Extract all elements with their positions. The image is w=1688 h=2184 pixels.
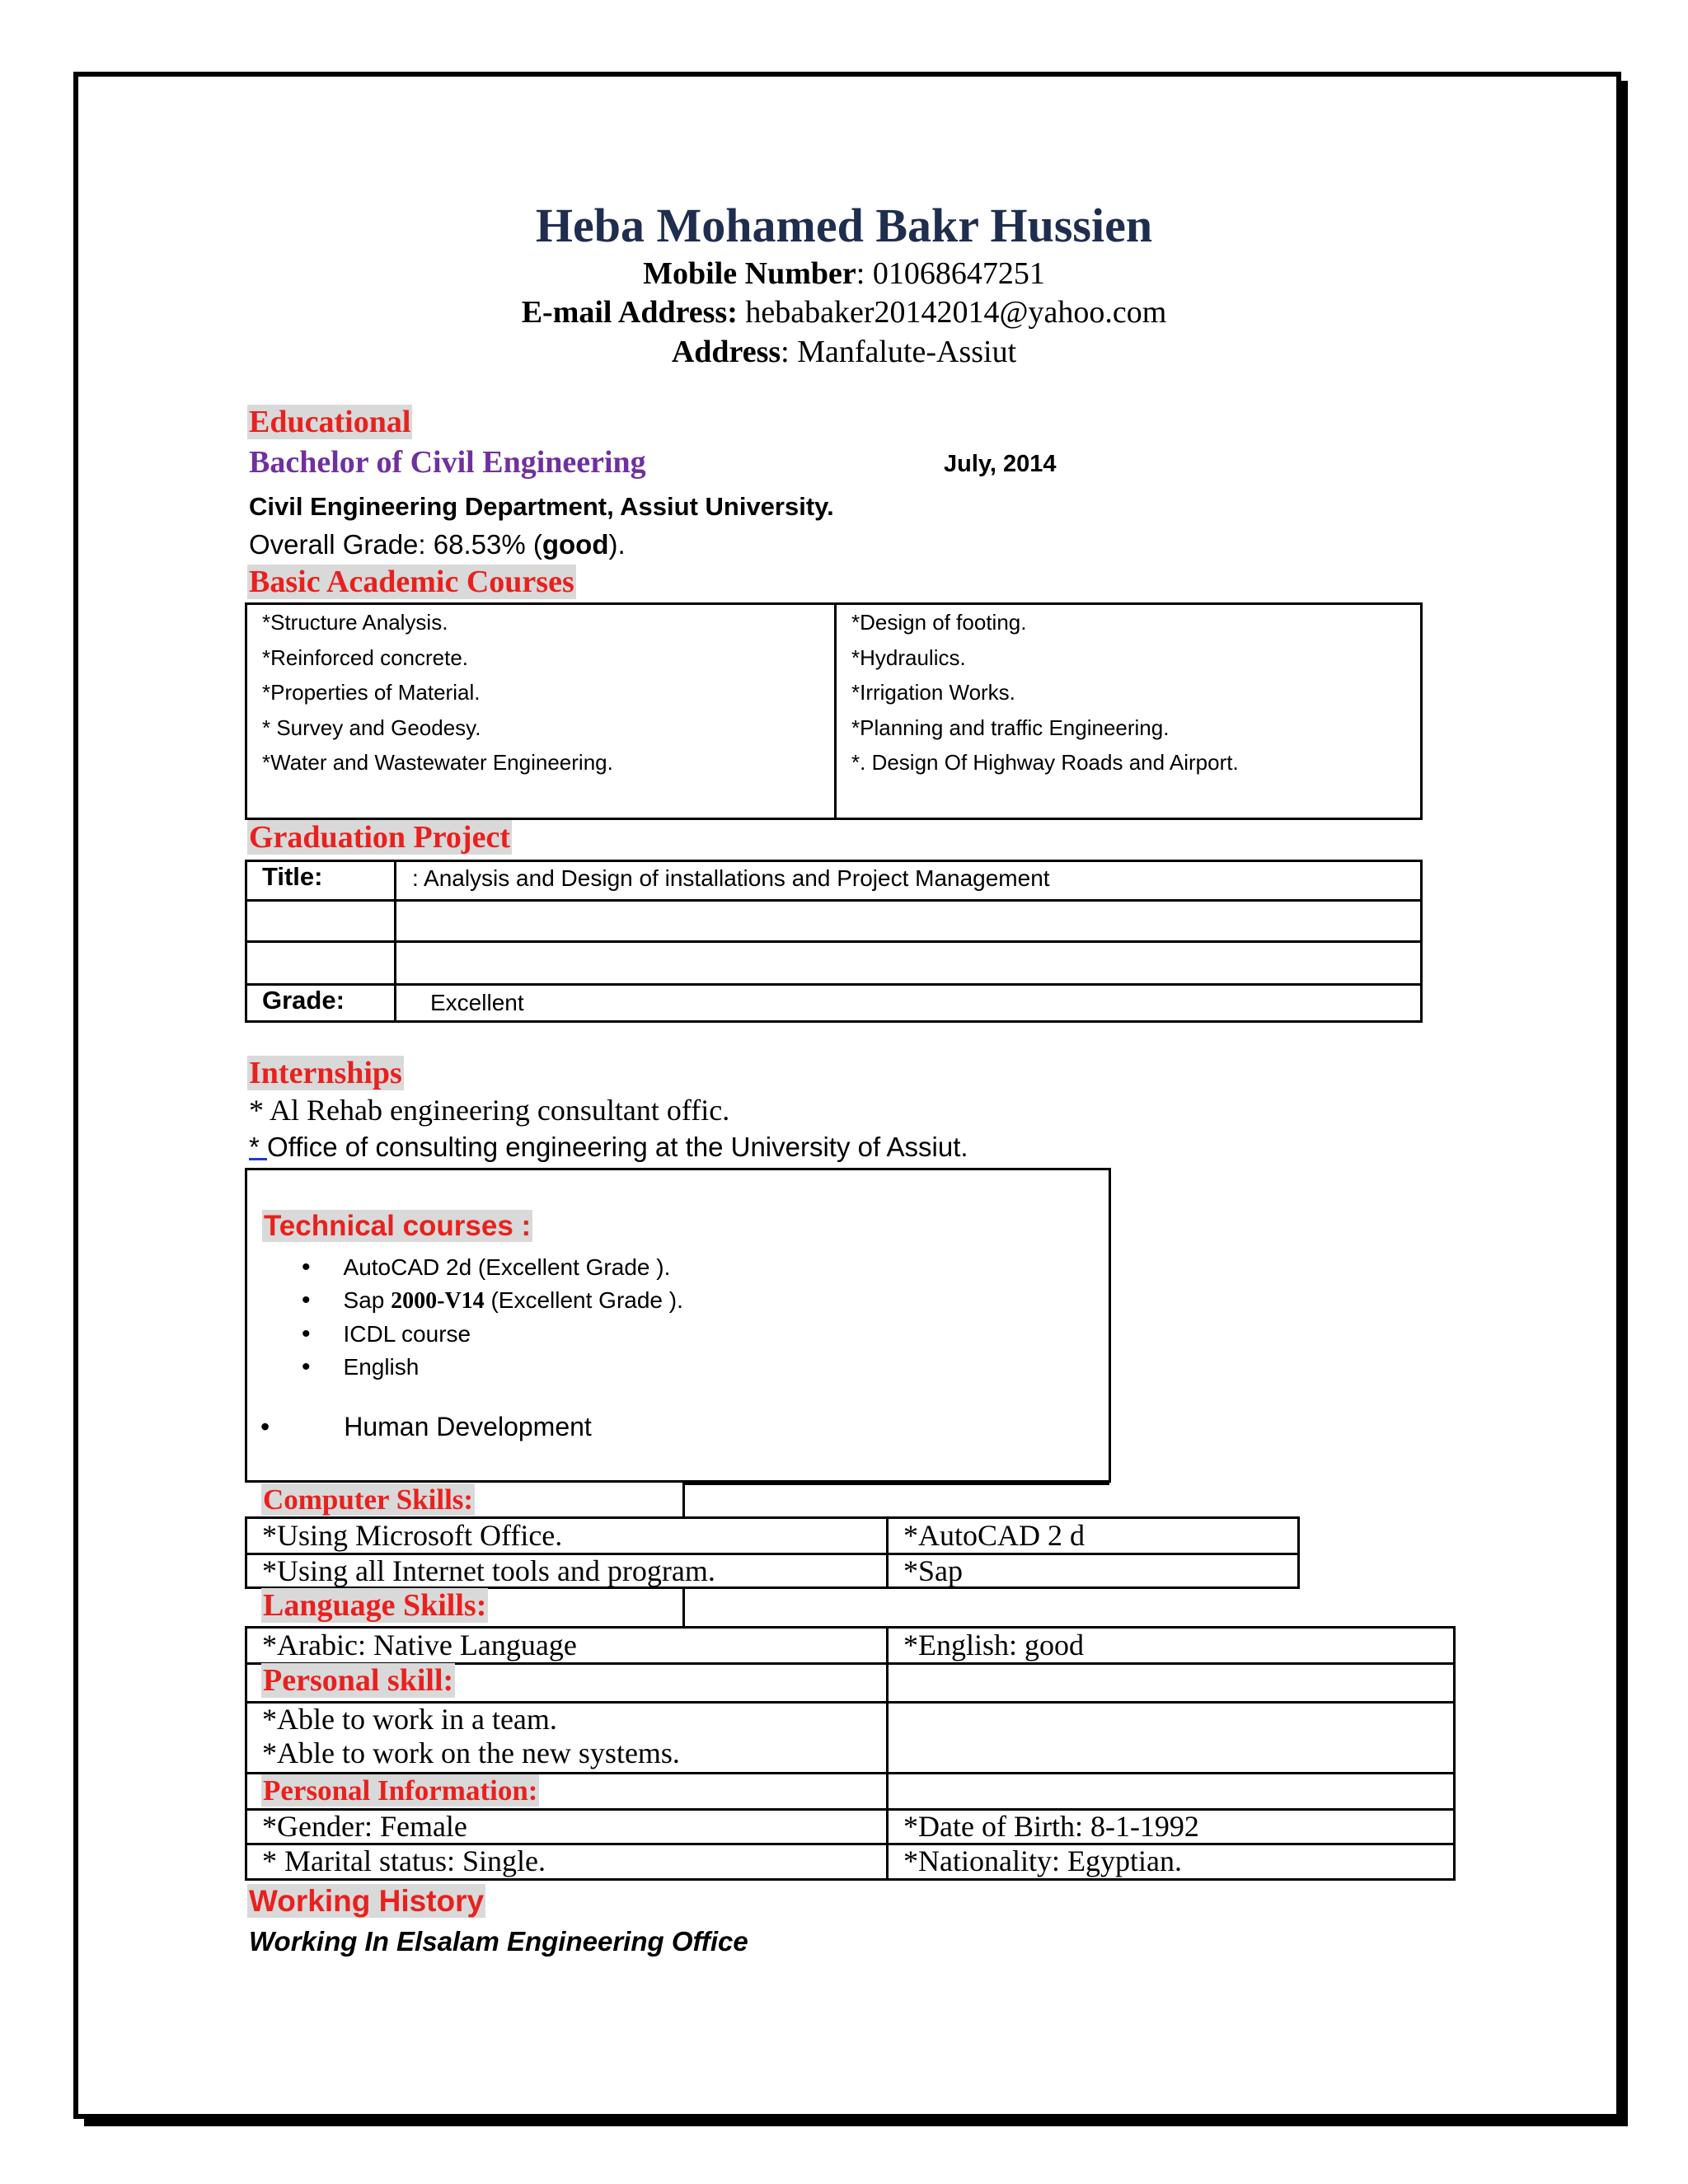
personal-skill-heading: Personal skill: [263,1663,454,1698]
technical-item-text: Sap [343,1287,392,1313]
internship-text: Office of consulting engineering at the University of Assiut. [267,1132,968,1162]
nationality: *Nationality: Egyptian. [903,1844,1182,1877]
technical-item-text: Human Development [344,1412,592,1441]
computer-col-line [886,1516,889,1589]
department: Civil Engineering Department, Assiut University. [249,492,834,521]
technical-item [302,1284,683,1318]
computer-skill: *AutoCAD 2 d [903,1519,1085,1552]
bullet: • [302,1320,311,1347]
date-of-birth: *Date of Birth: 8-1-1992 [903,1810,1199,1843]
grade-prefix: Overall Grade: 68.53% ( [249,529,542,560]
computer-skill: *Using Microsoft Office. [262,1519,563,1552]
grade-word: good [542,529,609,560]
candidate-name: Heba Mohamed Bakr Hussien [535,199,1153,252]
language-heading-divider [682,1589,685,1628]
project-row-line [245,940,1423,943]
computer-heading: Computer Skills: [263,1483,474,1516]
bullet: • [302,1286,311,1314]
personal-skill-item: *Able to work on the new systems. [262,1736,680,1769]
bullet: • [302,1353,311,1380]
computer-heading-divider [682,1483,685,1518]
course-item: *Irrigation Works. [851,680,1015,705]
technical-item-text: AutoCAD 2d (Excellent Grade ). [343,1254,671,1280]
technical-item-text: (Excellent Grade ). [484,1287,683,1313]
courses-heading: Basic Academic Courses [249,565,574,599]
address-line: Address: Manfalute-Assiut [671,335,1017,369]
working-history-heading: Working History [249,1884,485,1918]
degree-title: Bachelor of Civil Engineering [249,445,646,480]
courses-right-list [851,605,1239,780]
course-item: *Reinforced concrete. [262,644,469,670]
email-line [0,294,1688,330]
bullet: • [302,1254,311,1281]
personal-skill-item: *Able to work in a team. [262,1703,557,1736]
marital-status: * Marital status: Single. [262,1844,546,1877]
course-item: *Structure Analysis. [262,610,448,635]
technical-item-text: ICDL course [343,1321,471,1347]
mobile-label: Mobile Number [643,256,856,291]
language-heading: Language Skills: [263,1588,487,1623]
course-item: *Planning and traffic Engineering. [851,715,1170,740]
technical-list [302,1251,683,1384]
email-value: hebabaker20142014@yahoo.com [745,295,1167,330]
address-label: Address [671,335,781,369]
overall-grade [249,529,626,560]
computer-heading-line [682,1483,1109,1485]
technical-item [302,1351,683,1384]
computer-skill: *Sap [903,1554,963,1587]
bullet: • [260,1412,270,1441]
gender: *Gender: Female [262,1810,467,1843]
working-history-entry: Working In Elsalam Engineering Office [249,1926,748,1957]
course-item: *Hydraulics. [851,644,966,670]
personal-info-heading: Personal Information: [263,1774,538,1807]
address-value: Manfalute-Assiut [797,335,1017,369]
grade-suffix: ). [608,529,626,560]
internship-prefix: * [249,1132,268,1162]
technical-heading: Technical courses : [264,1210,532,1242]
course-item: * Survey and Geodesy. [262,715,481,740]
mobile-line: Mobile Number: 01068647251 [643,256,1045,291]
internship-item: * Al Rehab engineering consultant offic. [249,1094,730,1127]
language-english: *English: good [903,1629,1085,1661]
language-arabic: *Arabic: Native Language [262,1629,577,1661]
project-row-line [245,899,1423,902]
project-row-line [245,983,1423,986]
course-item: *Design of footing. [851,610,1027,635]
technical-item [302,1318,683,1351]
project-title-label: Title: [262,862,323,891]
technical-item [260,1412,592,1442]
internships-heading: Internships [249,1056,402,1090]
email-label: E-mail Address: [521,295,738,330]
courses-left-list [262,605,613,780]
project-grade-value: Excellent [430,990,524,1015]
technical-item-text: English [343,1354,420,1380]
course-item: *Properties of Material. [262,680,481,705]
degree-date: July, 2014 [944,451,1057,477]
computer-skill: *Using all Internet tools and program. [262,1554,715,1587]
course-item: *. Design Of Highway Roads and Airport. [851,750,1239,775]
project-title-value: : Analysis and Design of installations and Project Management [412,865,1050,891]
course-item: *Water and Wastewater Engineering. [262,750,613,775]
project-heading: Graduation Project [249,820,510,855]
technical-item [302,1251,683,1284]
mobile-value: 01068647251 [872,256,1045,291]
technical-item-bold: 2000-V14 [391,1288,485,1314]
project-grade-label: Grade: [262,986,345,1015]
internship-item [249,1132,968,1163]
courses-divider [834,602,837,820]
educational-heading: Educational [249,405,411,439]
